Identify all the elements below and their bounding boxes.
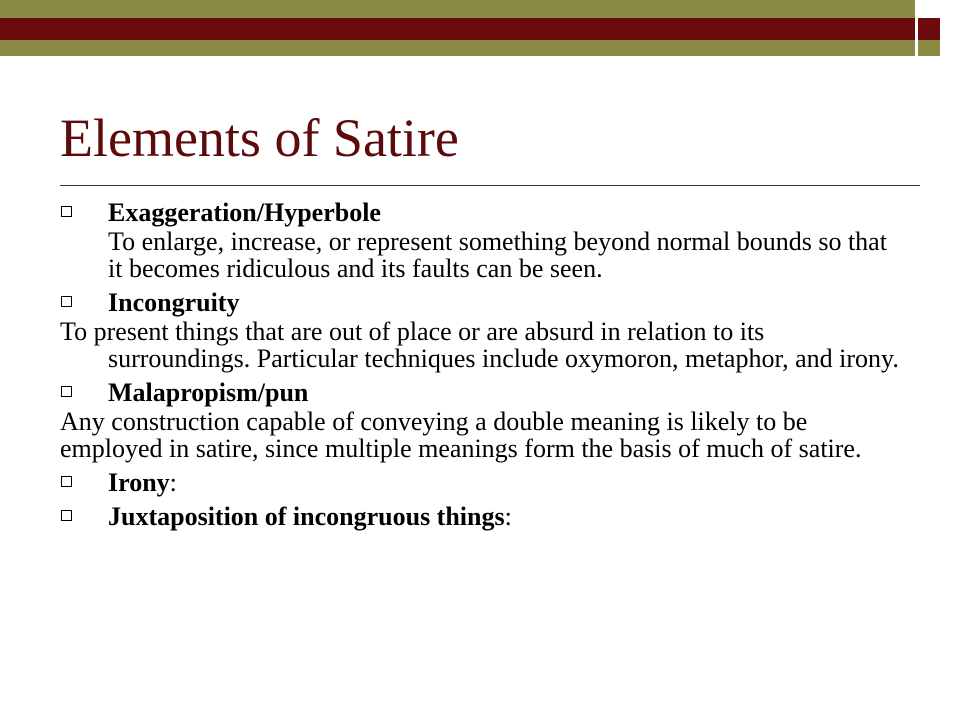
bullet-suffix: :	[169, 468, 177, 497]
bullet-item	[60, 469, 900, 496]
bullet-item	[60, 503, 900, 530]
hollow-square-icon	[61, 206, 72, 217]
bullet-description: To present things that are out of place or are absurd in relation to its surroundings. Particular techniques include oxymoron, metaphor, and irony.	[60, 317, 899, 373]
corner-block-olive	[918, 40, 940, 56]
slide-title: Elements of Satire	[60, 108, 459, 168]
bullet-suffix: :	[504, 502, 512, 531]
title-divider	[60, 185, 920, 186]
corner-block-maroon	[918, 18, 940, 40]
bullet-item	[60, 289, 900, 316]
hollow-square-icon	[61, 476, 72, 487]
bullet-heading: Incongruity	[108, 288, 240, 317]
slide-body	[60, 192, 900, 530]
bullet-description: Any construction capable of conveying a double meaning is likely to be employed in satire, since multiple meanings form the basis of much of satire.	[60, 407, 862, 463]
bullet-heading: Malapropism/pun	[108, 378, 309, 407]
bullet-item	[60, 379, 900, 406]
bullet-description: To enlarge, increase, or represent something beyond normal bounds so that it becomes ridiculous and its faults can be seen.	[108, 227, 887, 283]
bullet-item	[60, 199, 900, 226]
hollow-square-icon	[61, 510, 72, 521]
header-band-olive-top	[0, 0, 915, 18]
hollow-square-icon	[61, 296, 72, 307]
bullet-heading: Irony	[108, 468, 170, 497]
header-band-olive-bottom	[0, 40, 915, 56]
header-band-maroon	[0, 18, 915, 40]
hollow-square-icon	[61, 386, 72, 397]
bullet-heading: Juxtaposition of incongruous things	[108, 502, 505, 531]
bullet-heading: Exaggeration/Hyperbole	[108, 198, 381, 227]
